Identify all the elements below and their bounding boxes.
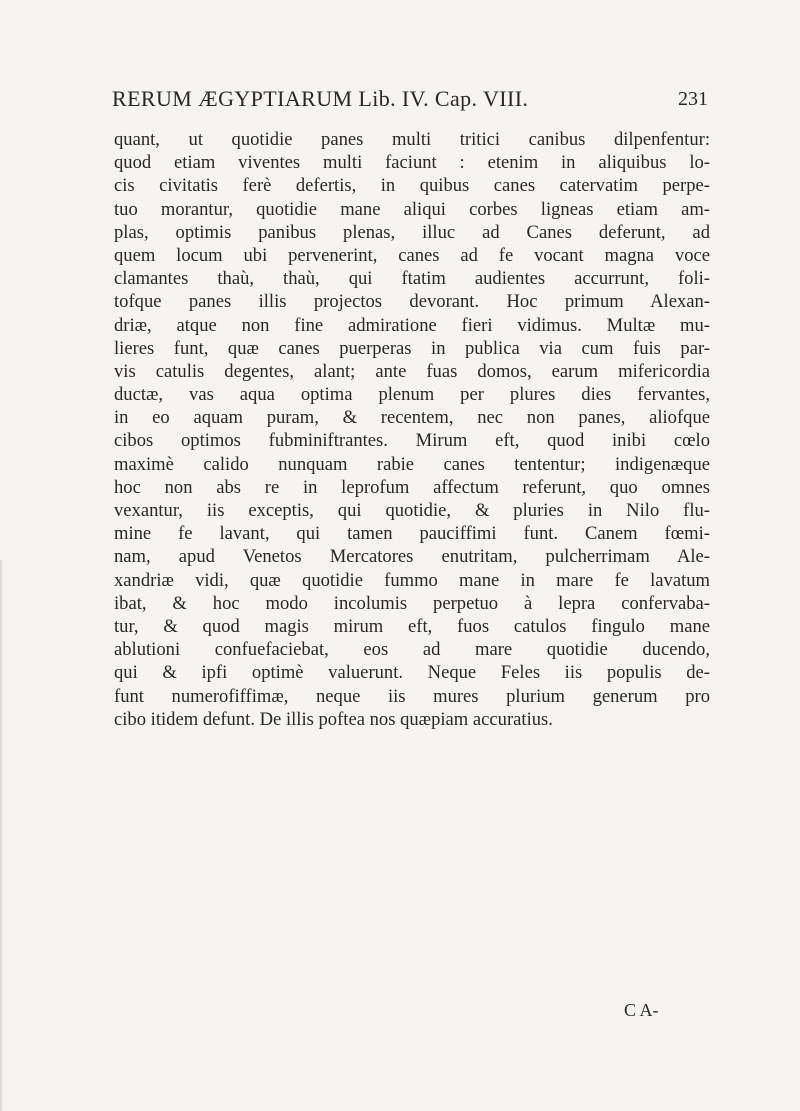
text-line: tofque panes illis projectos devorant. Hoc primum Alexan- [114,291,710,313]
text-line: in eo aquam puram, & recentem, nec non panes, aliofque [114,407,710,429]
page-header [112,86,708,116]
text-line: hoc non abs re in leprofum affectum referunt, quo omnes [114,476,710,498]
body-text [114,128,710,731]
page-number: 231 [678,88,708,110]
running-title: RERUM ÆGYPTIARUM Lib. IV. Cap. VIII. [112,86,529,111]
text-line: xandriæ vidi, quæ quotidie fummo mane in mare fe lavatum [114,569,710,591]
text-line: lieres funt, quæ canes puerperas in publica via cum fuis par- [114,337,710,359]
text-line: quem locum ubi pervenerint, canes ad fe vocant magna voce [114,244,710,266]
text-line: cis civitatis ferè defertis, in quibus canes catervatim perpe- [114,175,710,197]
page-edge-shadow [0,560,3,1111]
text-line: funt numerofiffimæ, neque iis mures plurium generum pro [114,685,710,707]
text-line: ductæ, vas aqua optima plenum per plures dies fervantes, [114,384,710,406]
text-line: qui & ipfi optimè valuerunt. Neque Feles iis populis de- [114,662,710,684]
text-line: plas, optimis panibus plenas, illuc ad Canes deferunt, ad [114,221,710,243]
text-line: vexantur, iis exceptis, qui quotidie, & pluries in Nilo flu- [114,500,710,521]
text-line: maximè calido nunquam rabie canes tententur; indigenæque [114,453,710,475]
text-line: driæ, atque non fine admiratione fieri vidimus. Multæ mu- [114,314,710,336]
catchword: C A- [624,1000,659,1020]
text-line: ibat, & hoc modo incolumis perpetuo à lepra confervaba- [114,592,710,614]
text-line: nam, apud Venetos Mercatores enutritam, pulcherrimam Ale- [114,546,710,568]
text-line: vis catulis degentes, alant; ante fuas domos, earum mifericordia [114,360,710,382]
text-line: quant, ut quotidie panes multi tritici canibus dilpenfentur: [114,129,710,150]
text-line: cibos optimos fubminiftrantes. Mirum eft, quod inibi cœlo [114,430,710,452]
text-line: ablutioni confuefaciebat, eos ad mare quotidie ducendo, [114,639,710,661]
text-line: quod etiam viventes multi faciunt : etenim in aliquibus lo- [114,152,710,174]
text-line: tur, & quod magis mirum eft, fuos catulos fingulo mane [114,615,710,637]
text-line: cibo itidem defunt. De illis poftea nos quæpiam accuratius. [114,708,553,730]
text-line: clamantes thaù, thaù, qui ftatim audientes accurrunt, foli- [114,268,710,290]
text-line: mine fe lavant, qui tamen pauciffimi funt. Canem fœmi- [114,523,710,545]
text-line: tuo morantur, quotidie mane aliqui corbes ligneas etiam am- [114,198,710,220]
